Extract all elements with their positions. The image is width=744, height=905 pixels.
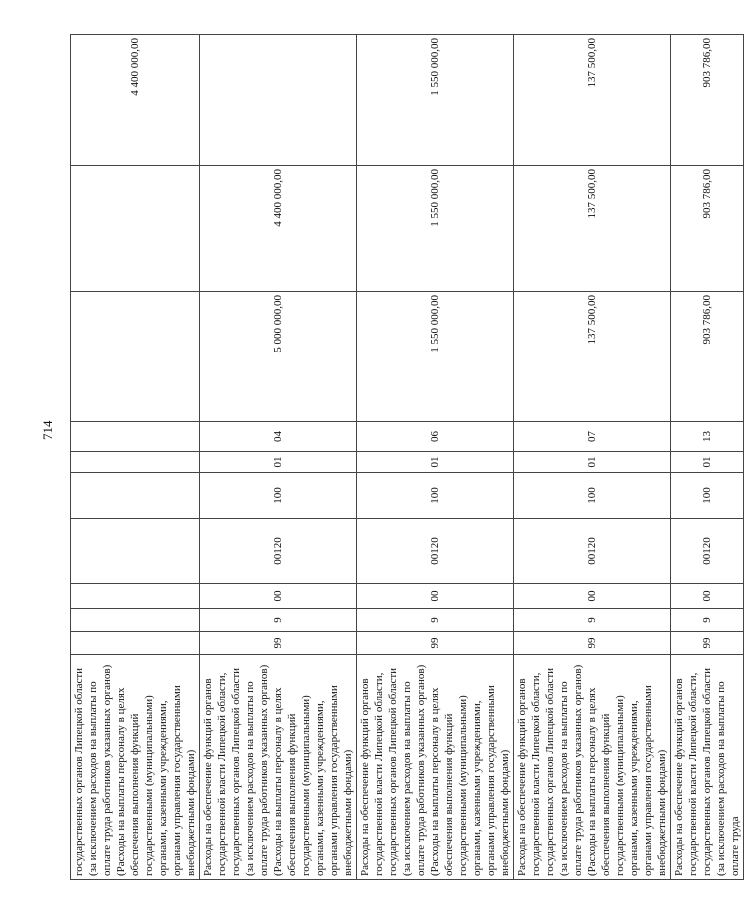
code-cell: 00120	[357, 519, 514, 584]
amount-cell: 1 550 000,00	[357, 35, 514, 166]
code-cell: 00	[671, 584, 744, 609]
amount-cell: 4 400 000,00	[200, 166, 357, 292]
code-cell	[71, 473, 200, 519]
code-cell: 9	[200, 609, 357, 632]
code-cell: 00	[357, 584, 514, 609]
budget-table	[70, 34, 744, 880]
table-row	[357, 35, 514, 880]
code-cell: 13	[671, 422, 744, 452]
code-cell: 9	[357, 609, 514, 632]
code-cell: 9	[514, 609, 671, 632]
code-cell: 99	[514, 632, 671, 655]
amount-cell: 1 550 000,00	[357, 166, 514, 292]
amount-cell: 903 786,00	[671, 292, 744, 422]
code-cell: 00	[514, 584, 671, 609]
amount-cell	[71, 292, 200, 422]
code-cell: 01	[671, 452, 744, 473]
row-description: Расходы на обеспечение функций органов государственной власти Липецкой области, государственных органов Липецкой области (за исключением расходов на выплаты по оплате труда работников указанных органов) (Расходы на выплаты персоналу в целях обеспечения выполнения функций государственными (муниципальными) органами, казенными учреждениями, органами управления государственными внебюджетными фондами)	[357, 655, 514, 880]
table-row	[514, 35, 671, 880]
amount-cell: 137 500,00	[514, 292, 671, 422]
code-cell: 00120	[514, 519, 671, 584]
code-cell: 01	[200, 452, 357, 473]
table-row	[71, 35, 200, 880]
code-cell: 100	[200, 473, 357, 519]
amount-cell	[71, 166, 200, 292]
amount-cell: 5 000 000,00	[200, 292, 357, 422]
row-description: Расходы на обеспечение функций органов государственной власти Липецкой области, государственных органов Липецкой области (за исключением расходов на выплаты по оплате труда	[671, 655, 744, 880]
code-cell: 07	[514, 422, 671, 452]
amount-cell	[200, 35, 357, 166]
code-cell: 00120	[200, 519, 357, 584]
amount-cell: 1 550 000,00	[357, 292, 514, 422]
code-cell	[71, 584, 200, 609]
amount-cell: 903 786,00	[671, 166, 744, 292]
code-cell	[71, 422, 200, 452]
amount-cell: 137 500,00	[514, 35, 671, 166]
code-cell: 100	[514, 473, 671, 519]
code-cell	[71, 609, 200, 632]
code-cell: 99	[357, 632, 514, 655]
code-cell: 06	[357, 422, 514, 452]
code-cell: 100	[671, 473, 744, 519]
row-description: государственных органов Липецкой области (за исключением расходов на выплаты по оплате труда работников указанных органов) (Расходы на выплаты персоналу в целях обеспечения выполнения функций государственными (муниципальными) органами, казенными учреждениями, органами управления государственными внебюджетными фондами)	[71, 655, 200, 880]
code-cell: 04	[200, 422, 357, 452]
code-cell: 00120	[671, 519, 744, 584]
rotated-table-container	[70, 35, 741, 880]
table-row	[200, 35, 357, 880]
amount-cell: 4 400 000,00	[71, 35, 200, 166]
code-cell: 01	[357, 452, 514, 473]
code-cell: 01	[514, 452, 671, 473]
code-cell: 99	[671, 632, 744, 655]
amount-cell: 137 500,00	[514, 166, 671, 292]
code-cell: 100	[357, 473, 514, 519]
code-cell	[71, 519, 200, 584]
amount-cell: 903 786,00	[671, 35, 744, 166]
row-description: Расходы на обеспечение функций органов государственной власти Липецкой области, государственных органов Липецкой области (за исключением расходов на выплаты по оплате труда работников указанных органов) (Расходы на выплаты персоналу в целях обеспечения выполнения функций государственными (муниципальными) органами, казенными учреждениями, органами управления государственными внебюджетными фондами)	[200, 655, 357, 880]
code-cell	[71, 632, 200, 655]
code-cell: 99	[200, 632, 357, 655]
page-number: 714	[40, 420, 55, 440]
row-description: Расходы на обеспечение функций органов государственной власти Липецкой области, государственных органов Липецкой области (за исключением расходов на выплаты по оплате труда работников указанных органов) (Расходы на выплаты персоналу в целях обеспечения выполнения функций государственными (муниципальными) органами, казенными учреждениями, органами управления государственными внебюджетными фондами)	[514, 655, 671, 880]
code-cell: 00	[200, 584, 357, 609]
table-row	[671, 35, 744, 880]
code-cell: 9	[671, 609, 744, 632]
code-cell	[71, 452, 200, 473]
